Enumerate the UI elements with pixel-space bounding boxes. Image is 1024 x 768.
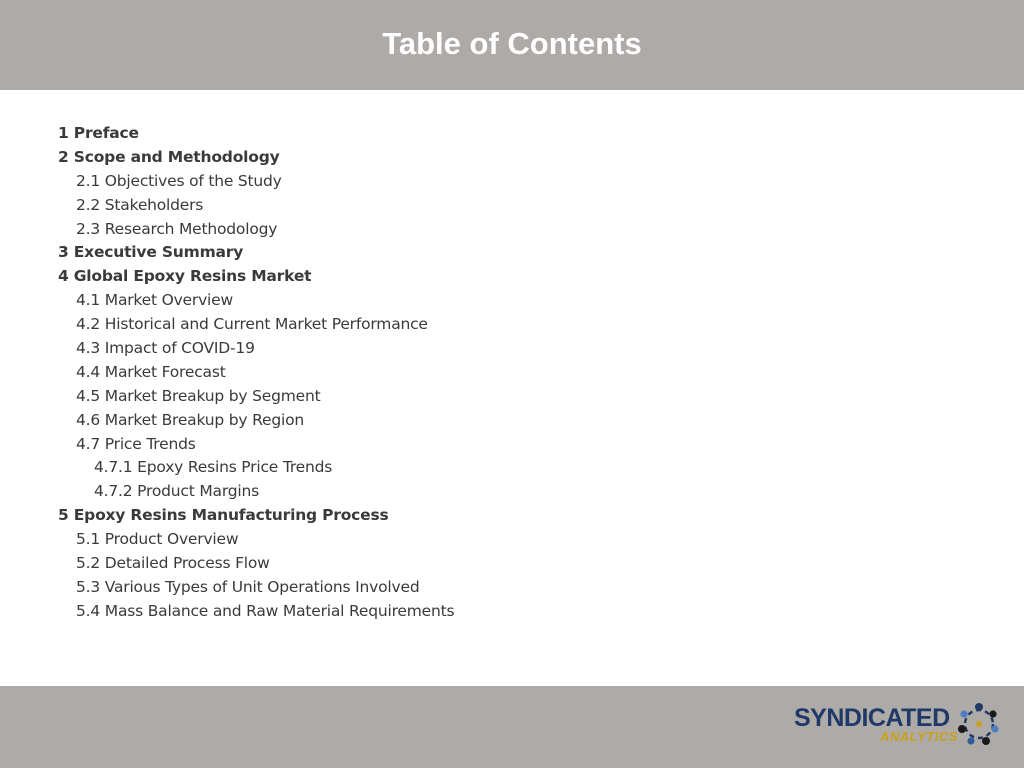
logo-wordmark-part1: SYNDI [794, 704, 868, 732]
toc-item: 2 Scope and Methodology [58, 147, 280, 166]
toc-item: 4 Global Epoxy Resins Market [58, 267, 312, 286]
toc-item: 3 Executive Summary [58, 243, 244, 262]
logo-ring-icon [957, 702, 1001, 746]
toc-item: 4.7 Price Trends [76, 434, 196, 453]
toc-item: 5.2 Detailed Process Flow [76, 554, 270, 573]
toc-item: 4.2 Historical and Current Market Performance [76, 315, 428, 334]
toc-item: 2.1 Objectives of the Study [76, 171, 282, 190]
header-bar [0, 0, 1024, 90]
logo-tagline: ANALYTICS [880, 729, 958, 744]
toc-item: 4.1 Market Overview [76, 291, 233, 310]
toc-item: 4.7.2 Product Margins [94, 482, 259, 501]
toc-item: 2.3 Research Methodology [76, 219, 278, 238]
toc-item: 5.3 Various Types of Unit Operations Involved [76, 577, 420, 596]
company-logo [794, 700, 1004, 750]
toc-item: 4.4 Market Forecast [76, 362, 226, 381]
toc-item: 1 Preface [58, 124, 139, 142]
toc-item: 4.5 Market Breakup by Segment [76, 386, 321, 405]
toc-item: 2.2 Stakeholders [76, 195, 204, 214]
toc-item: 5.1 Product Overview [76, 530, 239, 549]
table-of-contents [58, 122, 454, 624]
toc-item: 5 Epoxy Resins Manufacturing Process [58, 506, 389, 525]
toc-item: 4.7.1 Epoxy Resins Price Trends [94, 458, 333, 477]
logo-wordmark [794, 704, 950, 732]
toc-item: 4.3 Impact of COVID-19 [76, 339, 255, 358]
logo-wordmark-part2: CATED [867, 704, 950, 732]
page-title: Table of Contents [382, 26, 642, 61]
toc-item: 4.6 Market Breakup by Region [76, 410, 304, 429]
toc-item: 5.4 Mass Balance and Raw Material Requirements [76, 601, 455, 620]
